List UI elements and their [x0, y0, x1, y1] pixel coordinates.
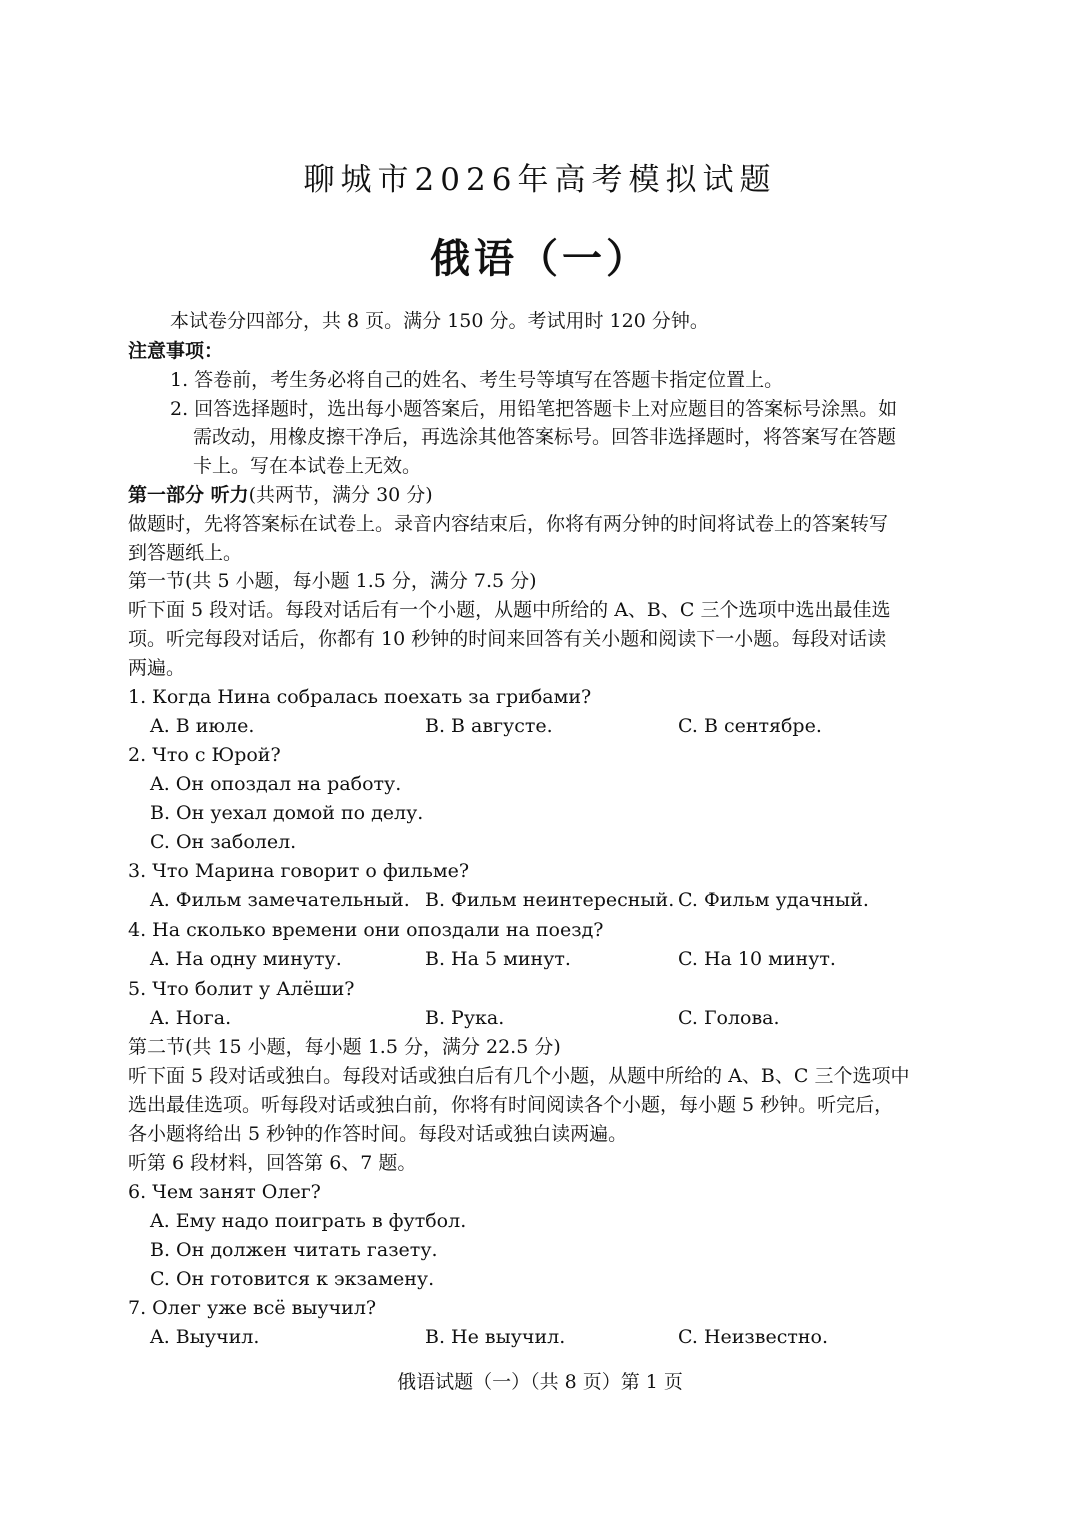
section1-heading: 第一节(共 5 小题，每小题 1.5 分，满分 7.5 分) [128, 570, 537, 592]
q7-option-c: C. Неизвестно. [678, 1326, 829, 1348]
part1-heading-line [128, 482, 433, 508]
question-1: 1. Когда Нина собралась поехать за грибами? [128, 686, 592, 708]
q2-option-a: A. Он опоздал на работу. [150, 773, 402, 795]
q1-option-a: A. В июле. [150, 715, 255, 737]
material-6-instruction: 听第 6 段材料，回答第 6、7 题。 [128, 1152, 417, 1174]
section1-instr-line-1: 听下面 5 段对话。每段对话后有一个小题，从题中所给的 A、B、C 三个选项中选出最佳选 [128, 599, 891, 621]
question-7: 7. Олег уже всё выучил? [128, 1297, 377, 1319]
notes-heading: 注意事项： [128, 340, 224, 362]
question-5: 5. Что болит у Алёши? [128, 978, 355, 1000]
q5-option-a: A. Нога. [150, 1007, 232, 1029]
question-3: 3. Что Марина говорит о фильме? [128, 860, 470, 882]
page-footer: 俄语试题（一）（共 8 页）第 1 页 [397, 1371, 683, 1393]
q1-option-c: C. В сентябре. [678, 715, 822, 737]
part1-instr-line-1: 做题时，先将答案标在试卷上。录音内容结束后，你将有两分钟的时间将试卷上的答案转写 [128, 513, 889, 535]
question-4: 4. На сколько времени они опоздали на поезд? [128, 919, 604, 941]
section1-instr-line-3: 两遍。 [128, 657, 186, 679]
q5-option-b: B. Рука. [425, 1007, 505, 1029]
q6-option-b: B. Он должен читать газету. [150, 1239, 438, 1261]
q6-option-c: C. Он готовится к экзамену. [150, 1268, 435, 1290]
exam-intro: 本试卷分四部分，共 8 页。满分 150 分。考试用时 120 分钟。 [170, 310, 709, 332]
q1-option-b: B. В августе. [425, 715, 553, 737]
section2-instr-line-3: 各小题将给出 5 秒钟的作答时间。每段对话或独白读两遍。 [128, 1123, 628, 1145]
section2-heading: 第二节(共 15 小题，每小题 1.5 分，满分 22.5 分) [128, 1036, 561, 1058]
q7-option-b: B. Не выучил. [425, 1326, 566, 1348]
notes-item-2-line-3: 卡上。写在本试卷上无效。 [193, 455, 422, 477]
q5-option-c: C. Голова. [678, 1007, 780, 1029]
notes-item-2-line-1: 2. 回答选择题时，选出每小题答案后，用铅笔把答题卡上对应题目的答案标号涂黑。如 [170, 398, 898, 420]
section1-instr-line-2: 项。听完每段对话后，你都有 10 秒钟的时间来回答有关小题和阅读下一小题。每段对话读 [128, 628, 887, 650]
notes-item-2-line-2: 需改动，用橡皮擦干净后，再选涂其他答案标号。回答非选择题时，将答案写在答题 [193, 426, 897, 448]
exam-subtitle: 俄语（一） [430, 236, 650, 282]
q2-option-b: B. Он уехал домой по делу. [150, 802, 424, 824]
question-6: 6. Чем занят Олег? [128, 1181, 321, 1203]
section2-instr-line-1: 听下面 5 段对话或独白。每段对话或独白后有几个小题，从题中所给的 A、B、C 三个选项中 [128, 1065, 910, 1087]
q3-option-a: A. Фильм замечательный. [150, 889, 410, 911]
notes-item-1: 1. 答卷前，考生务必将自己的姓名、考生号等填写在答题卡指定位置上。 [170, 369, 784, 391]
part1-instr-line-2: 到答题纸上。 [128, 542, 243, 564]
section2-instr-line-2: 选出最佳选项。听每段对话或独白前，你将有时间阅读各个小题，每小题 5 秒钟。听完后， [128, 1094, 894, 1116]
q4-option-a: A. На одну минуту. [150, 948, 342, 970]
q4-option-b: B. На 5 минут. [425, 948, 571, 970]
part1-heading: 第一部分 听力 [128, 484, 249, 506]
question-2: 2. Что с Юрой? [128, 744, 281, 766]
q3-option-c: C. Фильм удачный. [678, 889, 869, 911]
part1-heading-note: (共两节，满分 30 分) [248, 484, 433, 506]
q4-option-c: C. На 10 минут. [678, 948, 836, 970]
q6-option-a: A. Ему надо поиграть в футбол. [150, 1210, 467, 1232]
q3-option-b: B. Фильм неинтересный. [425, 889, 675, 911]
q2-option-c: C. Он заболел. [150, 831, 297, 853]
q7-option-a: A. Выучил. [150, 1326, 260, 1348]
exam-title: 聊城市2026年高考模拟试题 [303, 162, 777, 198]
